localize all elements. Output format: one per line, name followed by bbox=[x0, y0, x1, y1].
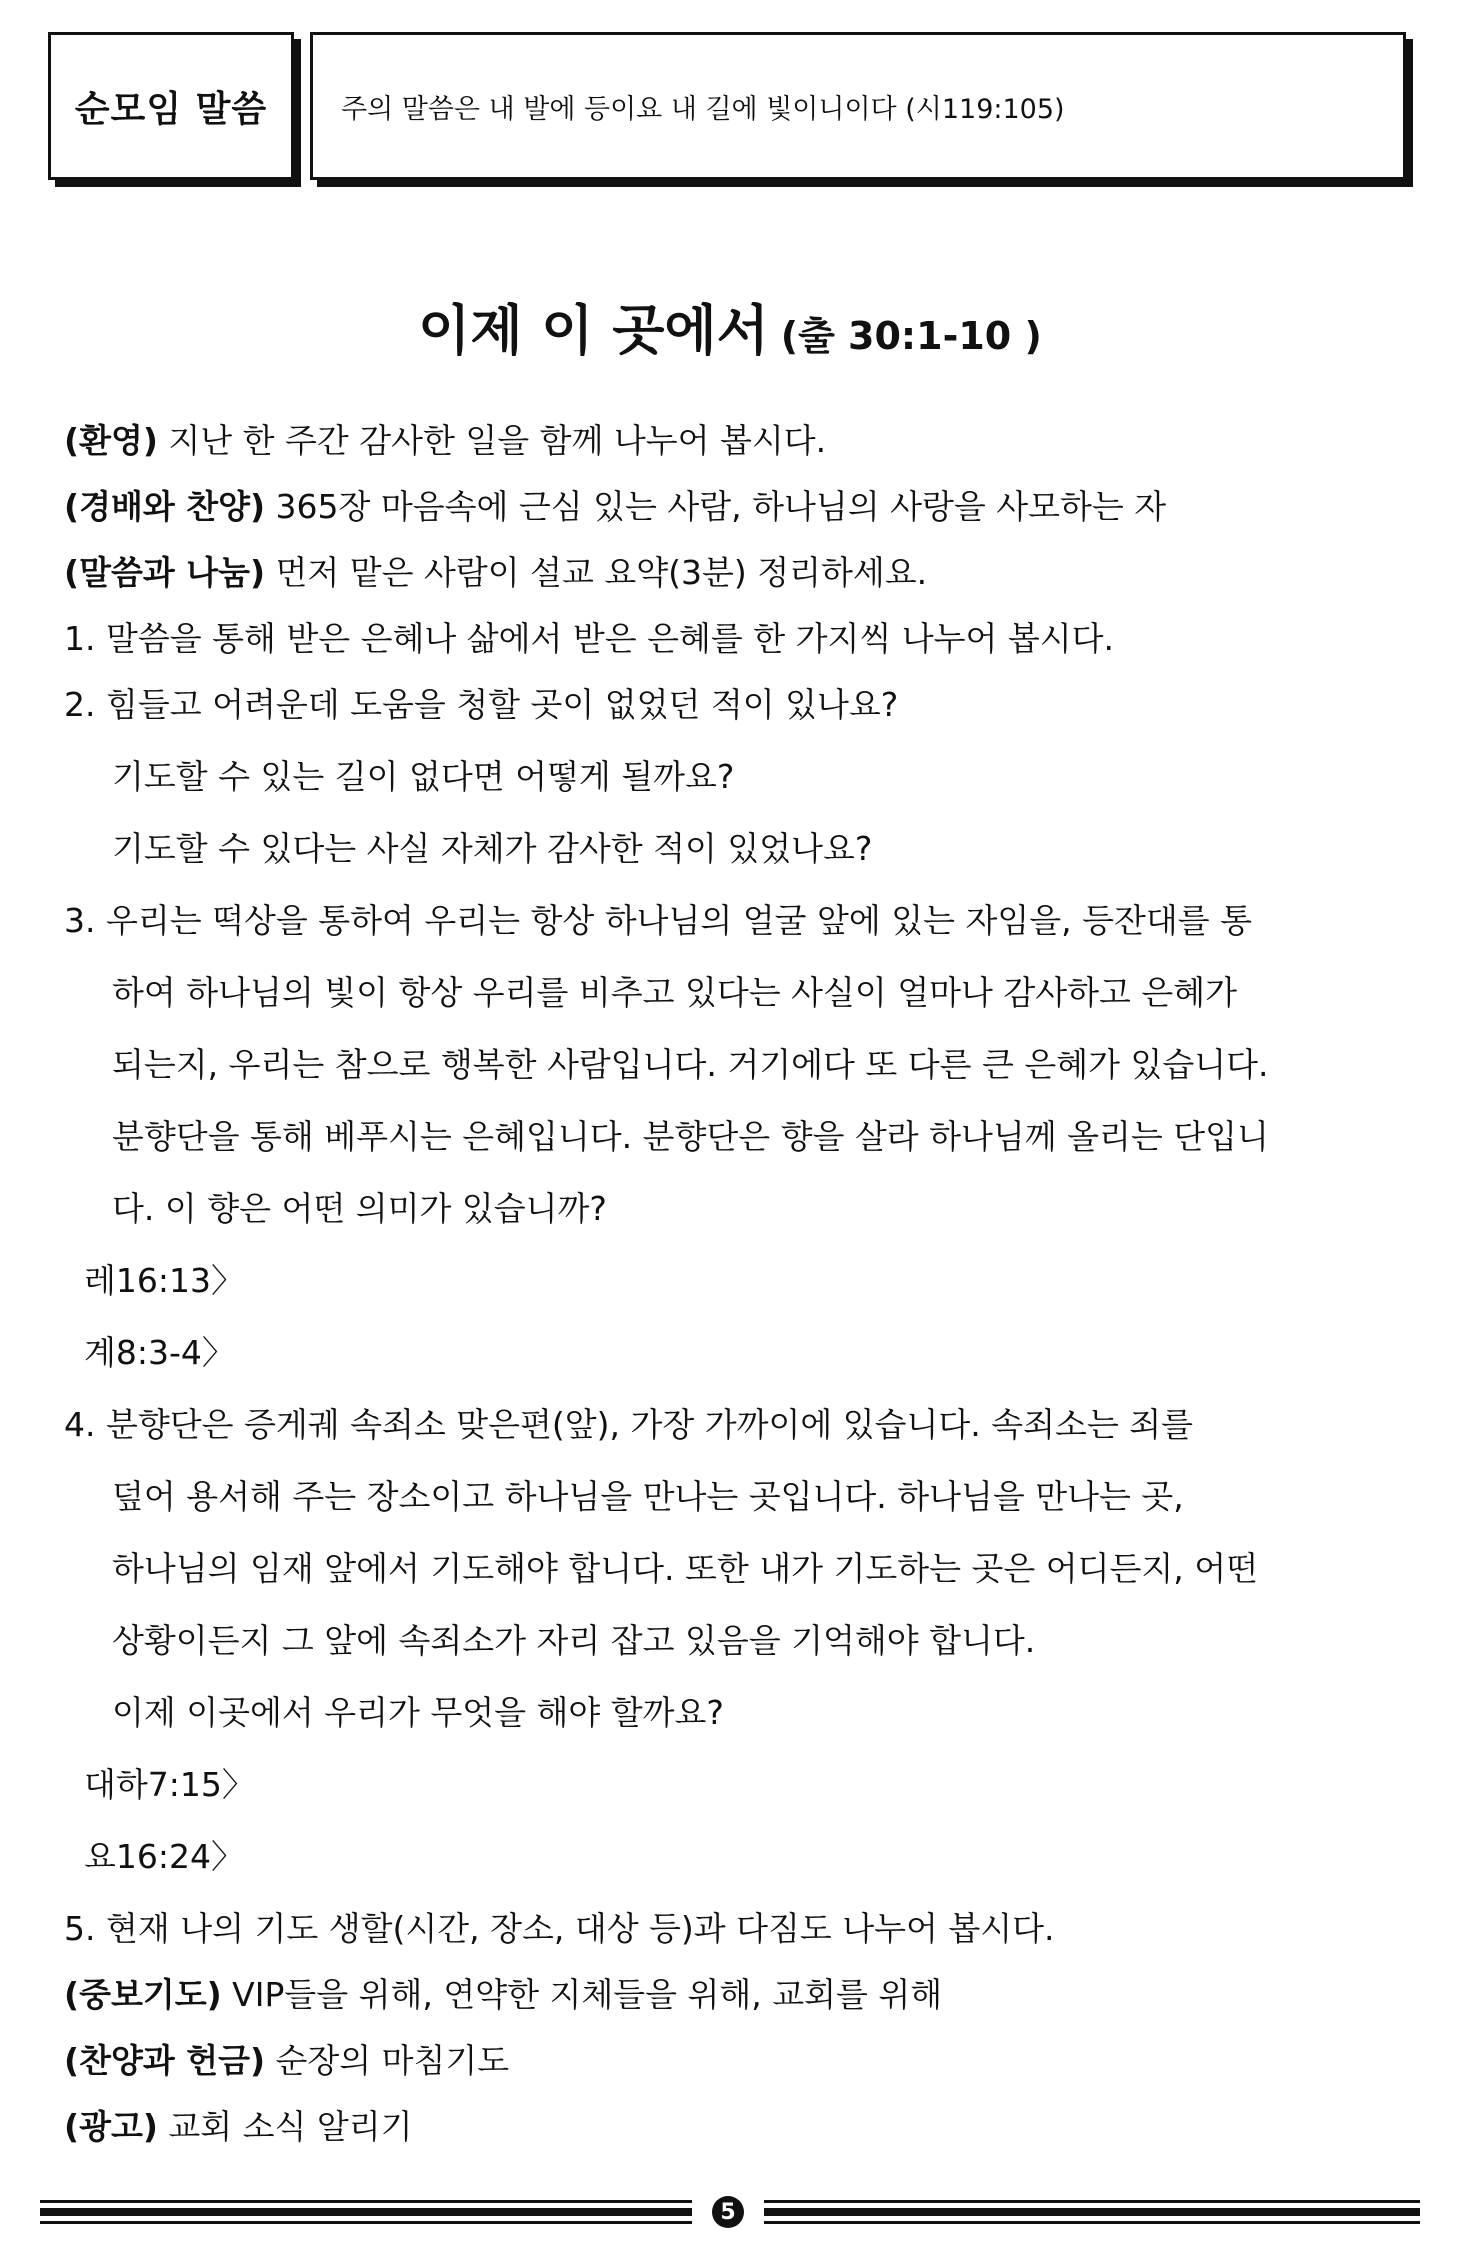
question-4: 4. 분향단은 증게궤 속죄소 맞은편(앞), 가장 가까이에 있습니다. 속죄소는 죄를 bbox=[64, 1405, 1193, 1444]
section-tag: (중보기도) bbox=[64, 1975, 222, 2014]
question-2: 2. 힘들고 어려운데 도움을 청할 곳이 없었던 적이 있나요? bbox=[64, 685, 899, 724]
question-2-continued: 기도할 수 있는 길이 없다면 어떻게 될까요? bbox=[112, 757, 735, 796]
question-3-continued: 분향단을 통해 베푸시는 은혜입니다. 분향단은 향을 살라 하나님께 올리는 단입니 bbox=[112, 1117, 1269, 1156]
section-tag: (광고) bbox=[64, 2107, 158, 2146]
question-3: 3. 우리는 떡상을 통하여 우리는 항상 하나님의 얼굴 앞에 있는 자임을, 등잔대를 통 bbox=[64, 901, 1252, 940]
line-text: VIP들을 위해, 연약한 지체들을 위해, 교회를 위해 bbox=[221, 1975, 943, 2014]
question-3-continued: 되는지, 우리는 참으로 행복한 사람입니다. 거기에다 또 다른 큰 은혜가 있습니다. bbox=[112, 1045, 1269, 1084]
verse-box bbox=[310, 32, 1406, 180]
scripture-reference: 요16:24〉 bbox=[84, 1837, 244, 1876]
footer-rule-left bbox=[40, 2208, 692, 2216]
scripture-reference: 대하7:15〉 bbox=[84, 1765, 255, 1804]
page-title bbox=[0, 288, 1460, 365]
announcement-line bbox=[64, 2094, 1404, 2160]
welcome-line bbox=[64, 408, 1404, 474]
question-4-continued: 이제 이곳에서 우리가 무엇을 해야 할까요? bbox=[112, 1693, 724, 1732]
footer-rule-left-bottom bbox=[40, 2221, 692, 2224]
word-sharing-line bbox=[64, 540, 1404, 606]
section-label: 순모임 말씀 bbox=[74, 88, 268, 130]
section-tag: (찬양과 헌금) bbox=[64, 2041, 266, 2080]
line-text: 365장 마음속에 근심 있는 사람, 하나님의 사랑을 사모하는 자 bbox=[265, 487, 1167, 526]
intercession-line bbox=[64, 1962, 1404, 2028]
footer-rule-right-top bbox=[764, 2200, 1420, 2203]
offering-line bbox=[64, 2028, 1404, 2094]
line-text: 지난 한 주간 감사한 일을 함께 나누어 봅시다. bbox=[157, 421, 827, 460]
footer-rule-right-bottom bbox=[764, 2221, 1420, 2224]
line-text: 먼저 맡은 사람이 설교 요약(3분) 정리하세요. bbox=[265, 553, 928, 592]
page-footer bbox=[40, 2194, 1420, 2234]
section-tag: (말씀과 나눔) bbox=[64, 553, 266, 592]
footer-rule-right bbox=[764, 2208, 1420, 2216]
footer-rule-left-top bbox=[40, 2200, 692, 2203]
section-tag: (환영) bbox=[64, 421, 158, 460]
title-main: 이제 이 곳에서 bbox=[418, 299, 769, 362]
question-4-continued: 덮어 용서해 주는 장소이고 하나님을 만나는 곳입니다. 하나님을 만나는 곳, bbox=[112, 1477, 1184, 1516]
section-tag: (경배와 찬양) bbox=[64, 487, 266, 526]
question-2-continued: 기도할 수 있다는 사실 자체가 감사한 적이 있었나요? bbox=[112, 829, 873, 868]
question-3-continued: 다. 이 향은 어떤 의미가 있습니까? bbox=[112, 1189, 607, 1228]
question-4-continued: 하나님의 임재 앞에서 기도해야 합니다. 또한 내가 기도하는 곳은 어디든지, 어떤 bbox=[112, 1549, 1258, 1588]
question-4-continued: 상황이든지 그 앞에 속죄소가 자리 잡고 있음을 기억해야 합니다. bbox=[112, 1621, 1036, 1660]
page-number-badge: 5 bbox=[712, 2196, 744, 2228]
scripture-reference: 레16:13〉 bbox=[84, 1261, 244, 1300]
worship-line bbox=[64, 474, 1404, 540]
title-reference: (출 30:1-10 ) bbox=[780, 314, 1042, 358]
header-verse: 주의 말씀은 내 발에 등이요 내 길에 빛이니이다 (시119:105) bbox=[341, 93, 1065, 125]
line-text: 교회 소식 알리기 bbox=[157, 2107, 413, 2146]
line-text: 순장의 마침기도 bbox=[265, 2041, 510, 2080]
study-content bbox=[64, 408, 1404, 2160]
question-3-continued: 하여 하나님의 빛이 항상 우리를 비추고 있다는 사실이 얼마나 감사하고 은혜가 bbox=[112, 973, 1237, 1012]
question-1: 1. 말씀을 통해 받은 은혜나 삶에서 받은 은혜를 한 가지씩 나누어 봅시다. bbox=[64, 619, 1114, 658]
question-5: 5. 현재 나의 기도 생할(시간, 장소, 대상 등)과 다짐도 나누어 봅시다. bbox=[64, 1909, 1055, 1948]
scripture-reference: 계8:3-4〉 bbox=[84, 1333, 235, 1372]
section-label-box bbox=[48, 32, 294, 180]
